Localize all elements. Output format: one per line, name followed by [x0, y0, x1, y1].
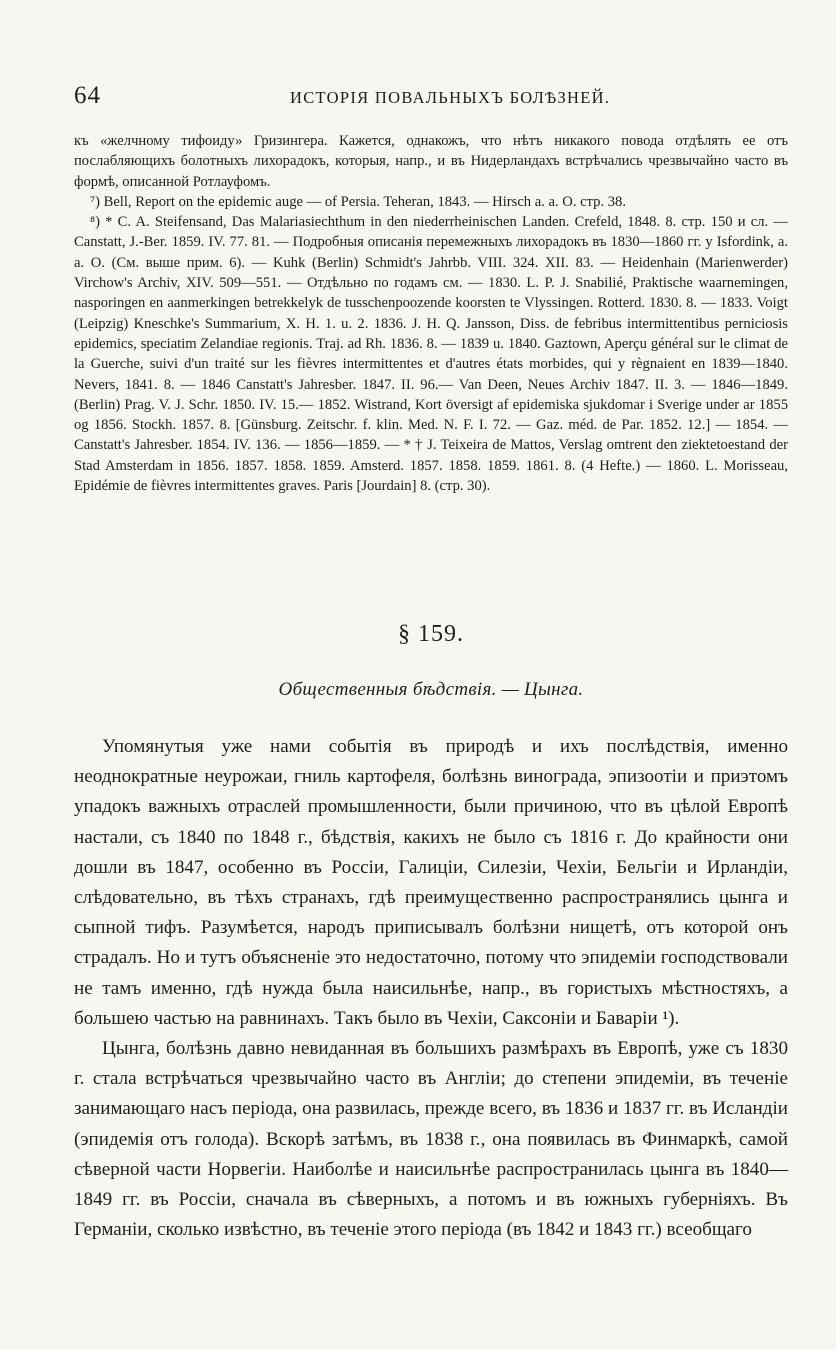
- section-title: Общественныя бѣдствія. — Цынга.: [278, 679, 584, 700]
- footnotes-block: [74, 131, 788, 496]
- paragraph: Цынга, болѣзнь давно невиданная въ большихъ размѣрахъ въ Европѣ, уже съ 1830 г. стала встрѣчаться чрезвычайно часто въ Англіи; до степени эпидеміи, въ теченіе занимающаго насъ періода, она развилась, прежде всего, въ 1836 и 1837 гг. въ Исландіи (эпидемія отъ голода). Вскорѣ затѣмъ, въ 1838 г., она появилась въ Финмаркѣ, самой сѣверной части Норвегіи. Наиболѣе и наисильнѣе распространилась цынга въ 1840—1849 гг. въ Россіи, сначала въ сѣверныхъ, а потомъ и въ южныхъ губерніяхъ. Въ Германіи, сколько извѣстно, въ теченіе этого періода (въ 1842 и 1843 гг.) всеобщаго: [74, 1038, 788, 1241]
- footnote-8: ⁸) * C. A. Steifensand, Das Malariasiechthum in den niederrheinischen Landen. Crefeld, 1848. 8. стр. 150 и сл. — Canstatt, J.-Ber. 1859. IV. 77. 81. — Подробныя описанія перемежныхъ лихорадокъ въ 1830—1860 гг. у Isfordink, a. a. O. (См. выше прим. 6). — Kuhk (Berlin) Schmidt's Jahrbb. VIII. 324. XII. 83. — Heidenhain (Marienwerder) Virchow's Archiv, XIV. 509—551. — Отдѣльно по годамъ см. — 1830. L. P. J. Snabilié, Praktische waarnemingen, nasporingen en aanmerkingen betrekkelyk de tusschenpoozende koorsten te Vlyssingen. Rotterd. 1830. 8. — 1833. Voigt (Leipzig) Kneschke's Summarium, X. H. 1. u. 2. 1836. J. H. Q. Jansson, Diss. de febribus intermittentibus perniciosis epidemics, speciatim Zelandiae regionis. Traj. ad Rh. 1836. 8. — 1839 u. 1840. Gaztown, Aperçu général sur le climat de la Guerche, suivi d'un traité sur les fièvres intermittentes et d'autres états morbides, qui y règnaient en 1839—1840. Nevers, 1841. 8. — 1846 Canstatt's Jahresber. 1847. II. 96.— Van Deen, Neues Archiv 1847. II. 3. — 1846—1849. (Berlin) Prag. V. J. Schr. 1850. IV. 15.— 1852. Wistrand, Kort översigt af epidemiska sjukdomar i Sverige under ar 1855 og 1856. Stockh. 1857. 8. [Günsburg. Zeitschr. f. klin. Med. N. F. I. 72. — Gaz. méd. de Par. 1852. 12.] — 1854. — Canstatt's Jahresber. 1854. IV. 136. — 1856—1859. — * † J. Teixeira de Mattos, Verslag omtrent den ziektetoestand der Stad Amsterdam in 1856. 1857. 1858. 1859. Amsterd. 1857. 1858. 1859. 1861. 8. (4 Hefte.) — 1860. L. Morisseau, Epidémie de fièvres intermittentes graves. Paris [Jourdain] 8. (стр. 30).: [74, 214, 788, 495]
- page-number: 64: [74, 82, 101, 109]
- page-header: [74, 80, 788, 120]
- running-head: ИСТОРІЯ ПОВАЛЬНЫХЪ БОЛѢЗНЕЙ.: [290, 88, 611, 107]
- body-text: [74, 732, 788, 1245]
- paragraph: Упомянутыя уже нами событія въ природѣ и ихъ послѣдствія, именно неоднократные неурожаи, гниль картофеля, болѣзнь винограда, эпизоотіи и приэтомъ упадокъ важныхъ отраслей промышленности, были причиною, что въ цѣлой Европѣ настали, съ 1840 по 1848 г., бѣдствія, какихъ не было съ 1816 г. До крайности они дошли въ 1847, особенно въ Россіи, Галиціи, Силезіи, Чехіи, Бельгіи и Ирландіи, слѣдовательно, въ тѣхъ странахъ, гдѣ преимущественно распространялись цынга и сыпной тифъ. Разумѣется, народъ приписывалъ болѣзни нищетѣ, отъ которой онъ страдалъ. Но и тутъ объясненіе это недостаточно, потому что эпидеміи господствовали не тамъ именно, гдѣ нужда была наисильнѣе, напр., въ гористыхъ мѣстностяхъ, а большею частью на равнинахъ. Такъ было въ Чехіи, Саксоніи и Баваріи ¹).: [74, 736, 788, 1029]
- footnote-continuation: къ «желчному тифоиду» Гризингера. Кажется, однакожъ, что нѣтъ никакого повода отдѣлять ее отъ послабляющихъ болотныхъ лихорадокъ, которыя, напр., и въ Нидерландахъ встрѣчались чрезвычайно часто въ формѣ, описанной Ротлауфомъ.: [74, 133, 788, 190]
- section-number: § 159.: [398, 621, 464, 647]
- footnote-7: ⁷) Bell, Report on the epidemic auge — of Persia. Teheran, 1843. — Hirsch a. a. O. стр. 38.: [90, 193, 626, 210]
- book-page: [74, 80, 788, 1241]
